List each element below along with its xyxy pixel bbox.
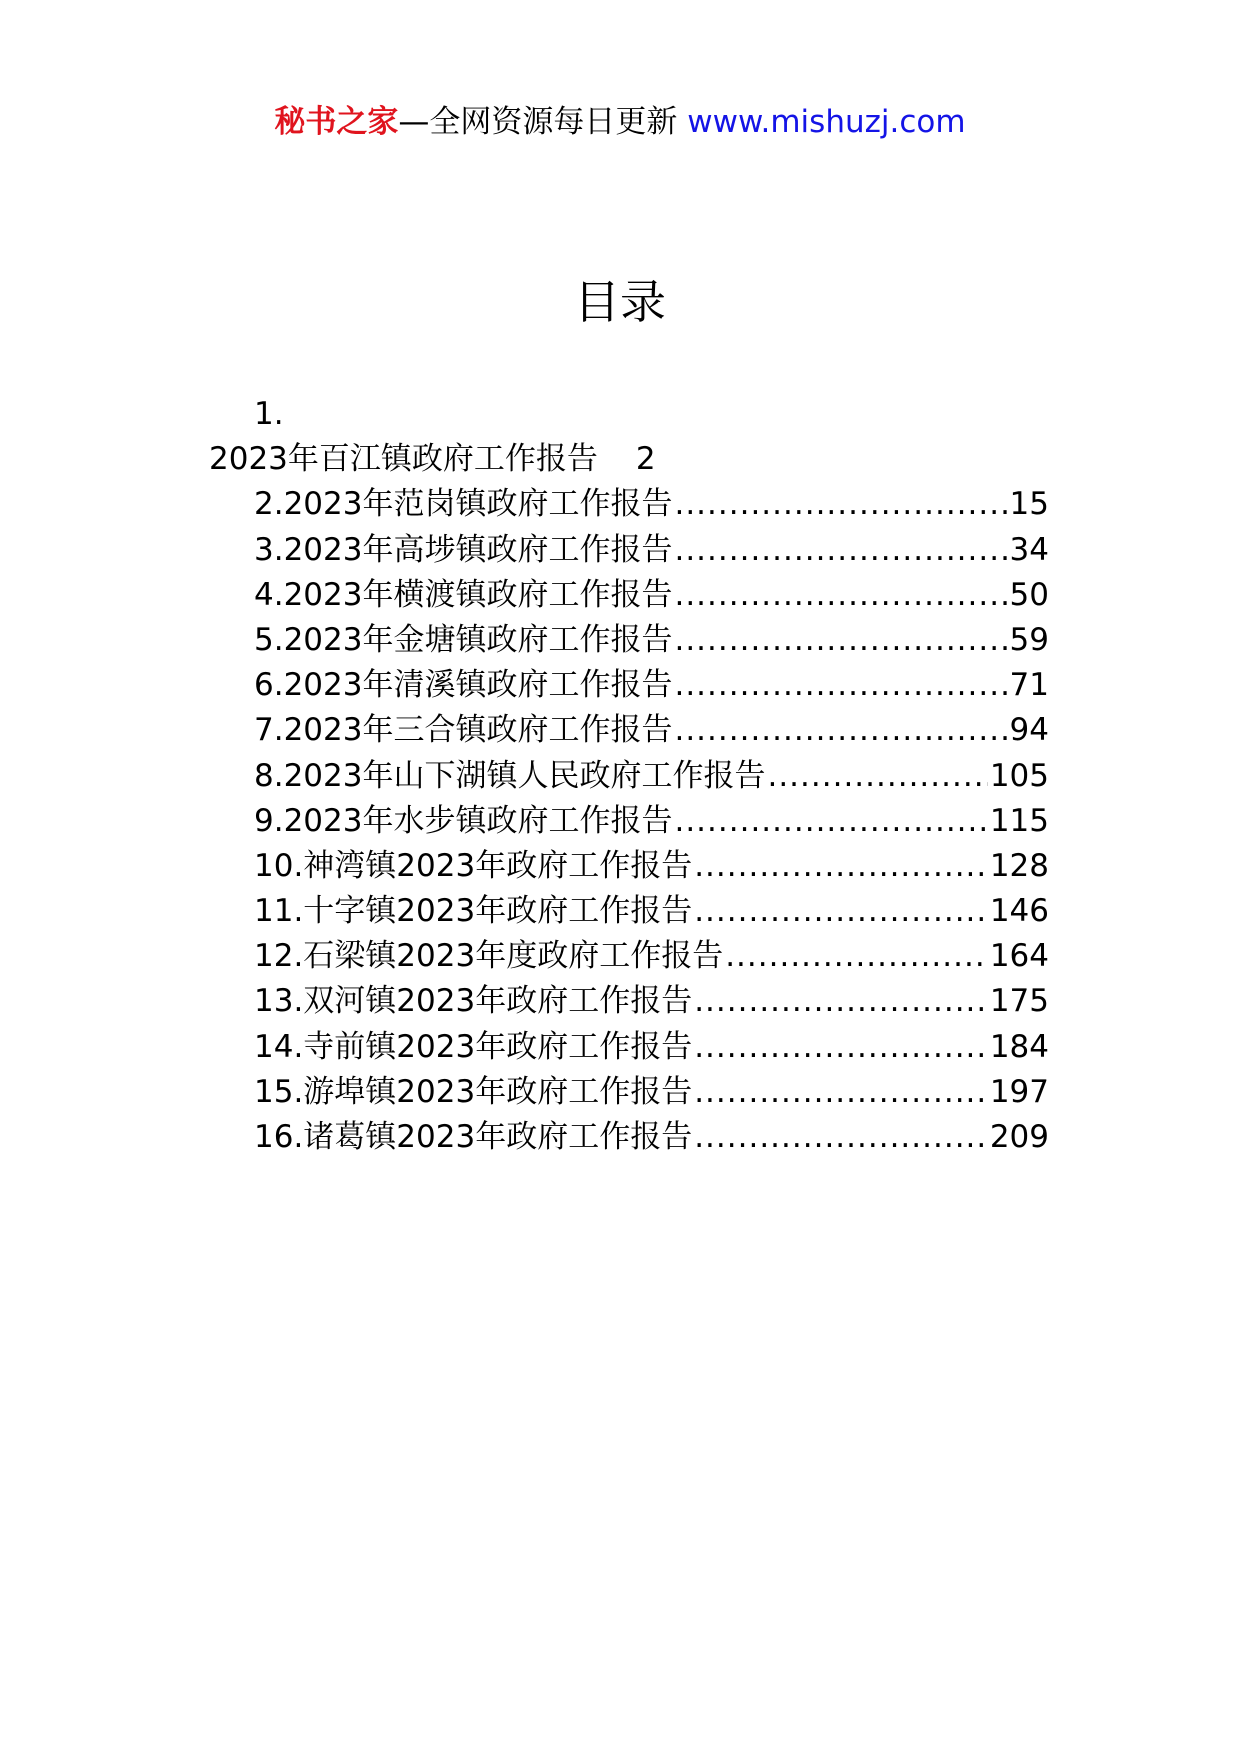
toc-entry[interactable] — [254, 754, 1049, 799]
toc-entry[interactable] — [254, 528, 1049, 573]
toc-leader-dots — [674, 799, 987, 844]
toc-entry-page: 105 — [989, 757, 1049, 794]
toc-entry-page: 209 — [989, 1119, 1049, 1155]
toc-entry[interactable] — [254, 1025, 1049, 1070]
toc-entry[interactable] — [254, 844, 1049, 889]
toc-entry-text: 12.石梁镇2023年度政府工作报告 — [254, 938, 724, 975]
toc-leader-dots — [674, 618, 1007, 663]
toc-entry-text: 2023年百江镇政府工作报告 — [209, 441, 598, 478]
toc-entry[interactable] — [254, 934, 1049, 979]
website-link[interactable]: www.mishuzj.com — [687, 104, 966, 140]
toc-entry-text: 6.2023年清溪镇政府工作报告 — [254, 667, 673, 704]
toc-entry[interactable] — [254, 799, 1049, 844]
toc-entry-page: 164 — [989, 938, 1049, 975]
page-header — [0, 102, 1240, 142]
toc-entry-text: 9.2023年水步镇政府工作报告 — [254, 802, 673, 839]
toc-entry-text: 8.2023年山下湖镇人民政府工作报告 — [254, 757, 766, 794]
toc-entry-text: 5.2023年金塘镇政府工作报告 — [254, 621, 673, 658]
toc-entry-text: 10.神湾镇2023年政府工作报告 — [254, 847, 693, 884]
toc-leader-dots — [694, 1070, 988, 1115]
toc-leader-dots — [694, 979, 988, 1024]
toc-entry-page: 115 — [989, 802, 1049, 839]
toc-leader-dots — [674, 663, 1007, 708]
toc-entry[interactable] — [254, 573, 1049, 618]
toc-entry-page: 146 — [989, 893, 1049, 930]
toc-entry-text: 16.诸葛镇2023年政府工作报告 — [254, 1119, 693, 1155]
toc-leader-dots — [674, 482, 1007, 527]
toc-entry[interactable] — [254, 663, 1049, 708]
toc-entry-text: 13.双河镇2023年政府工作报告 — [254, 983, 693, 1020]
toc-entry-page: 71 — [1009, 667, 1049, 704]
toc-leader-dots — [767, 754, 987, 799]
brand-name: 秘书之家 — [274, 104, 399, 140]
toc-entry-page: 50 — [1009, 576, 1049, 613]
table-of-contents — [0, 392, 1240, 1160]
toc-entry-page: 184 — [989, 1028, 1049, 1065]
toc-entry[interactable] — [254, 1115, 1049, 1160]
toc-entry-page: 175 — [989, 983, 1049, 1020]
toc-entry-text: 2.2023年范岗镇政府工作报告 — [254, 486, 673, 523]
toc-entry[interactable] — [254, 1070, 1049, 1115]
toc-leader-dots — [694, 844, 988, 889]
toc-entry-page: 2 — [635, 441, 656, 478]
toc-entry[interactable] — [254, 618, 1049, 663]
toc-entry-page: 94 — [1009, 712, 1049, 749]
toc-entry-text: 15.游埠镇2023年政府工作报告 — [254, 1073, 693, 1110]
toc-entry-text: 11.十字镇2023年政府工作报告 — [254, 893, 693, 930]
header-slogan: —全网资源每日更新 — [398, 104, 678, 140]
toc-entry[interactable] — [254, 889, 1049, 934]
toc-entry-page: 128 — [989, 847, 1049, 884]
toc-leader-dots — [674, 708, 1007, 753]
toc-leader-dots — [694, 1025, 988, 1070]
toc-leader-dots — [674, 573, 1007, 618]
toc-entry-page: 34 — [1009, 531, 1049, 568]
toc-entry-text: 14.寺前镇2023年政府工作报告 — [254, 1028, 693, 1065]
toc-leader-dots — [694, 889, 988, 934]
page-title: 目录 — [574, 275, 666, 329]
toc-entry-text: 4.2023年横渡镇政府工作报告 — [254, 576, 673, 613]
toc-entry-page: 197 — [989, 1073, 1049, 1110]
toc-entry-list — [0, 482, 1240, 1160]
toc-leader-dots — [725, 934, 988, 979]
toc-entry-text: 3.2023年高埗镇政府工作报告 — [254, 531, 673, 568]
toc-leader-dots — [694, 1115, 988, 1160]
toc-entry[interactable] — [254, 979, 1049, 1024]
toc-leader-dots — [674, 528, 1007, 573]
toc-entry[interactable] — [254, 482, 1049, 527]
toc-entry-1[interactable] — [0, 437, 1240, 482]
toc-entry[interactable] — [254, 708, 1049, 753]
toc-entry-page: 59 — [1009, 621, 1049, 658]
toc-entry-page: 15 — [1009, 486, 1049, 523]
toc-entry-1-number[interactable]: 1. — [254, 396, 284, 432]
toc-entry-text: 7.2023年三合镇政府工作报告 — [254, 712, 673, 749]
